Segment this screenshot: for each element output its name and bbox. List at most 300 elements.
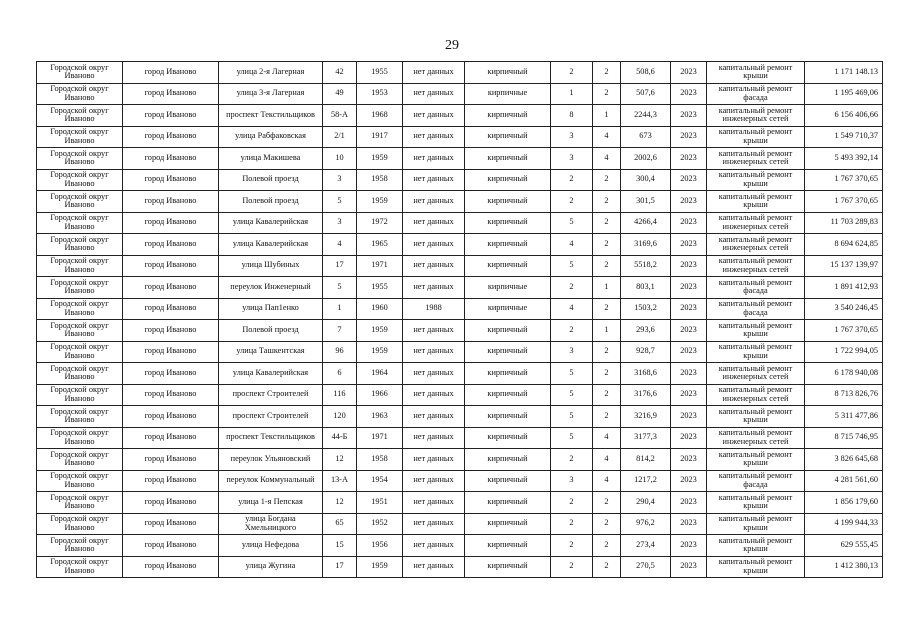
- year-built-cell: 1972: [357, 212, 403, 234]
- area-cell: 2002,6: [621, 148, 671, 170]
- house-number-cell: 120: [323, 406, 357, 428]
- area-cell: 290,4: [621, 492, 671, 514]
- house-number-cell: 5: [323, 277, 357, 299]
- street-cell: улица Шубиных: [219, 255, 323, 277]
- cost-cell: 1 195 469,06: [805, 83, 883, 105]
- floors-cell: 1: [551, 83, 593, 105]
- entrances-cell: 2: [593, 556, 621, 578]
- entrances-cell: 4: [593, 126, 621, 148]
- wall-material-cell: кирпичный: [465, 384, 551, 406]
- repair-year-cell: 2023: [671, 298, 707, 320]
- area-cell: 2244,3: [621, 105, 671, 127]
- house-number-cell: 44-Б: [323, 427, 357, 449]
- municipality-cell: Городской округ Иваново: [37, 105, 123, 127]
- year-built-cell: 1959: [357, 341, 403, 363]
- work-type-cell: капитальный ремонт крыши: [707, 341, 805, 363]
- area-cell: 928,7: [621, 341, 671, 363]
- wall-material-cell: кирпичный: [465, 406, 551, 428]
- floors-cell: 5: [551, 427, 593, 449]
- settlement-cell: город Иваново: [123, 320, 219, 342]
- street-cell: проспект Строителей: [219, 406, 323, 428]
- entrances-cell: 4: [593, 148, 621, 170]
- wall-material-cell: кирпичный: [465, 556, 551, 578]
- cost-cell: 629 555,45: [805, 535, 883, 557]
- floors-cell: 2: [551, 169, 593, 191]
- cost-cell: 1 767 370,65: [805, 320, 883, 342]
- street-cell: улица Пап1енко: [219, 298, 323, 320]
- year-built-cell: 1968: [357, 105, 403, 127]
- year-reconstructed-cell: нет данных: [403, 363, 465, 385]
- table-row: [37, 513, 883, 535]
- settlement-cell: город Иваново: [123, 470, 219, 492]
- municipality-cell: Городской округ Иваново: [37, 341, 123, 363]
- year-built-cell: 1951: [357, 492, 403, 514]
- work-type-cell: капитальный ремонт крыши: [707, 535, 805, 557]
- wall-material-cell: кирпичный: [465, 148, 551, 170]
- wall-material-cell: кирпичный: [465, 363, 551, 385]
- wall-material-cell: кирпичный: [465, 191, 551, 213]
- table-row: [37, 363, 883, 385]
- year-reconstructed-cell: нет данных: [403, 234, 465, 256]
- work-type-cell: капитальный ремонт крыши: [707, 492, 805, 514]
- settlement-cell: город Иваново: [123, 234, 219, 256]
- municipality-cell: Городской округ Иваново: [37, 191, 123, 213]
- municipality-cell: Городской округ Иваново: [37, 255, 123, 277]
- entrances-cell: 2: [593, 255, 621, 277]
- table-row: [37, 169, 883, 191]
- wall-material-cell: кирпичный: [465, 341, 551, 363]
- municipality-cell: Городской округ Иваново: [37, 298, 123, 320]
- municipality-cell: Городской округ Иваново: [37, 212, 123, 234]
- street-cell: улица Рабфаковская: [219, 126, 323, 148]
- wall-material-cell: кирпичный: [465, 169, 551, 191]
- entrances-cell: 2: [593, 363, 621, 385]
- settlement-cell: город Иваново: [123, 212, 219, 234]
- entrances-cell: 2: [593, 341, 621, 363]
- repair-year-cell: 2023: [671, 492, 707, 514]
- repair-year-cell: 2023: [671, 449, 707, 471]
- floors-cell: 5: [551, 363, 593, 385]
- house-number-cell: 12: [323, 492, 357, 514]
- street-cell: проспект Текстильщиков: [219, 427, 323, 449]
- work-type-cell: капитальный ремонт крыши: [707, 320, 805, 342]
- entrances-cell: 2: [593, 212, 621, 234]
- floors-cell: 5: [551, 384, 593, 406]
- area-cell: 3169,6: [621, 234, 671, 256]
- repair-year-cell: 2023: [671, 105, 707, 127]
- settlement-cell: город Иваново: [123, 406, 219, 428]
- repair-year-cell: 2023: [671, 126, 707, 148]
- street-cell: улица 2-я Лагерная: [219, 62, 323, 84]
- cost-cell: 1 891 412,93: [805, 277, 883, 299]
- municipality-cell: Городской округ Иваново: [37, 363, 123, 385]
- cost-cell: 1 767 370,65: [805, 169, 883, 191]
- area-cell: 4266,4: [621, 212, 671, 234]
- repair-year-cell: 2023: [671, 212, 707, 234]
- settlement-cell: город Иваново: [123, 169, 219, 191]
- wall-material-cell: кирпичный: [465, 535, 551, 557]
- repair-year-cell: 2023: [671, 341, 707, 363]
- year-reconstructed-cell: нет данных: [403, 341, 465, 363]
- table-row: [37, 449, 883, 471]
- year-built-cell: 1959: [357, 191, 403, 213]
- settlement-cell: город Иваново: [123, 148, 219, 170]
- year-built-cell: 1955: [357, 277, 403, 299]
- area-cell: 301,5: [621, 191, 671, 213]
- repair-year-cell: 2023: [671, 513, 707, 535]
- settlement-cell: город Иваново: [123, 298, 219, 320]
- cost-cell: 8 713 826,76: [805, 384, 883, 406]
- work-type-cell: капитальный ремонт крыши: [707, 191, 805, 213]
- wall-material-cell: кирпичные: [465, 83, 551, 105]
- house-number-cell: 10: [323, 148, 357, 170]
- municipality-cell: Городской округ Иваново: [37, 62, 123, 84]
- cost-cell: 15 137 139,97: [805, 255, 883, 277]
- table-row: [37, 384, 883, 406]
- municipality-cell: Городской округ Иваново: [37, 492, 123, 514]
- street-cell: улица Кавалерийская: [219, 212, 323, 234]
- settlement-cell: город Иваново: [123, 255, 219, 277]
- entrances-cell: 2: [593, 62, 621, 84]
- municipality-cell: Городской округ Иваново: [37, 384, 123, 406]
- repair-year-cell: 2023: [671, 470, 707, 492]
- cost-cell: 1 412 380,13: [805, 556, 883, 578]
- street-cell: улица Ташкентская: [219, 341, 323, 363]
- floors-cell: 3: [551, 341, 593, 363]
- work-type-cell: капитальный ремонт инженерных сетей: [707, 427, 805, 449]
- street-cell: переулок Ульяновский: [219, 449, 323, 471]
- work-type-cell: капитальный ремонт крыши: [707, 169, 805, 191]
- house-number-cell: 12: [323, 449, 357, 471]
- wall-material-cell: кирпичный: [465, 449, 551, 471]
- repair-year-cell: 2023: [671, 277, 707, 299]
- table-row: [37, 126, 883, 148]
- area-cell: 507,6: [621, 83, 671, 105]
- work-type-cell: капитальный ремонт крыши: [707, 406, 805, 428]
- street-cell: переулок Инженерный: [219, 277, 323, 299]
- year-reconstructed-cell: нет данных: [403, 556, 465, 578]
- street-cell: проспект Строителей: [219, 384, 323, 406]
- work-type-cell: капитальный ремонт крыши: [707, 556, 805, 578]
- floors-cell: 5: [551, 406, 593, 428]
- repair-year-cell: 2023: [671, 384, 707, 406]
- table-row: [37, 492, 883, 514]
- table-row: [37, 320, 883, 342]
- table-row: [37, 406, 883, 428]
- page-number: 29: [445, 38, 459, 53]
- area-cell: 673: [621, 126, 671, 148]
- entrances-cell: 2: [593, 191, 621, 213]
- entrances-cell: 2: [593, 83, 621, 105]
- work-type-cell: капитальный ремонт инженерных сетей: [707, 105, 805, 127]
- wall-material-cell: кирпичные: [465, 298, 551, 320]
- table-row: [37, 535, 883, 557]
- floors-cell: 4: [551, 298, 593, 320]
- table-body: [37, 62, 883, 578]
- work-type-cell: капитальный ремонт инженерных сетей: [707, 148, 805, 170]
- settlement-cell: город Иваново: [123, 83, 219, 105]
- floors-cell: 3: [551, 470, 593, 492]
- table-row: [37, 298, 883, 320]
- municipality-cell: Городской округ Иваново: [37, 406, 123, 428]
- year-reconstructed-cell: нет данных: [403, 169, 465, 191]
- year-reconstructed-cell: нет данных: [403, 148, 465, 170]
- house-number-cell: 58-А: [323, 105, 357, 127]
- year-reconstructed-cell: нет данных: [403, 513, 465, 535]
- area-cell: 1503,2: [621, 298, 671, 320]
- table-row: [37, 148, 883, 170]
- street-cell: Полевой проезд: [219, 169, 323, 191]
- street-cell: улица 3-я Лагерная: [219, 83, 323, 105]
- settlement-cell: город Иваново: [123, 341, 219, 363]
- year-reconstructed-cell: нет данных: [403, 255, 465, 277]
- year-reconstructed-cell: нет данных: [403, 492, 465, 514]
- municipality-cell: Городской округ Иваново: [37, 277, 123, 299]
- floors-cell: 2: [551, 191, 593, 213]
- year-built-cell: 1971: [357, 255, 403, 277]
- repair-year-cell: 2023: [671, 234, 707, 256]
- year-built-cell: 1954: [357, 470, 403, 492]
- year-built-cell: 1955: [357, 62, 403, 84]
- settlement-cell: город Иваново: [123, 427, 219, 449]
- settlement-cell: город Иваново: [123, 535, 219, 557]
- settlement-cell: город Иваново: [123, 62, 219, 84]
- floors-cell: 2: [551, 556, 593, 578]
- year-built-cell: 1917: [357, 126, 403, 148]
- year-reconstructed-cell: нет данных: [403, 277, 465, 299]
- house-number-cell: 42: [323, 62, 357, 84]
- street-cell: улица Кавалерийская: [219, 234, 323, 256]
- entrances-cell: 4: [593, 449, 621, 471]
- municipality-cell: Городской округ Иваново: [37, 126, 123, 148]
- municipality-cell: Городской округ Иваново: [37, 470, 123, 492]
- area-cell: 976,2: [621, 513, 671, 535]
- area-cell: 270,5: [621, 556, 671, 578]
- year-built-cell: 1958: [357, 169, 403, 191]
- wall-material-cell: кирпичный: [465, 320, 551, 342]
- table-row: [37, 255, 883, 277]
- year-built-cell: 1956: [357, 535, 403, 557]
- repair-year-cell: 2023: [671, 62, 707, 84]
- year-reconstructed-cell: нет данных: [403, 126, 465, 148]
- year-reconstructed-cell: нет данных: [403, 191, 465, 213]
- wall-material-cell: кирпичный: [465, 255, 551, 277]
- settlement-cell: город Иваново: [123, 191, 219, 213]
- year-built-cell: 1959: [357, 148, 403, 170]
- year-reconstructed-cell: нет данных: [403, 406, 465, 428]
- street-cell: проспект Текстильщиков: [219, 105, 323, 127]
- work-type-cell: капитальный ремонт инженерных сетей: [707, 384, 805, 406]
- year-reconstructed-cell: нет данных: [403, 535, 465, 557]
- work-type-cell: капитальный ремонт инженерных сетей: [707, 234, 805, 256]
- wall-material-cell: кирпичный: [465, 427, 551, 449]
- area-cell: 3216,9: [621, 406, 671, 428]
- floors-cell: 2: [551, 320, 593, 342]
- year-built-cell: 1963: [357, 406, 403, 428]
- settlement-cell: город Иваново: [123, 513, 219, 535]
- cost-cell: 1 549 710,37: [805, 126, 883, 148]
- area-cell: 5518,2: [621, 255, 671, 277]
- area-cell: 3168,6: [621, 363, 671, 385]
- repair-year-cell: 2023: [671, 320, 707, 342]
- year-built-cell: 1958: [357, 449, 403, 471]
- table-row: [37, 62, 883, 84]
- municipality-cell: Городской округ Иваново: [37, 320, 123, 342]
- floors-cell: 4: [551, 234, 593, 256]
- work-type-cell: капитальный ремонт инженерных сетей: [707, 255, 805, 277]
- municipality-cell: Городской округ Иваново: [37, 427, 123, 449]
- work-type-cell: капитальный ремонт крыши: [707, 126, 805, 148]
- year-reconstructed-cell: нет данных: [403, 384, 465, 406]
- street-cell: улица Макишева: [219, 148, 323, 170]
- house-number-cell: 17: [323, 556, 357, 578]
- house-number-cell: 49: [323, 83, 357, 105]
- entrances-cell: 2: [593, 492, 621, 514]
- floors-cell: 2: [551, 277, 593, 299]
- municipality-cell: Городской округ Иваново: [37, 513, 123, 535]
- year-reconstructed-cell: нет данных: [403, 449, 465, 471]
- street-cell: улица Богдана Хмельницкого: [219, 513, 323, 535]
- area-cell: 3176,6: [621, 384, 671, 406]
- repair-year-cell: 2023: [671, 556, 707, 578]
- year-built-cell: 1971: [357, 427, 403, 449]
- municipality-cell: Городской округ Иваново: [37, 148, 123, 170]
- house-number-cell: 3: [323, 212, 357, 234]
- street-cell: Полевой проезд: [219, 320, 323, 342]
- year-built-cell: 1953: [357, 83, 403, 105]
- municipality-cell: Городской округ Иваново: [37, 234, 123, 256]
- floors-cell: 2: [551, 513, 593, 535]
- settlement-cell: город Иваново: [123, 126, 219, 148]
- table-row: [37, 470, 883, 492]
- house-number-cell: 15: [323, 535, 357, 557]
- entrances-cell: 2: [593, 298, 621, 320]
- cost-cell: 4 281 561,60: [805, 470, 883, 492]
- table-row: [37, 212, 883, 234]
- year-built-cell: 1964: [357, 363, 403, 385]
- work-type-cell: капитальный ремонт фасада: [707, 298, 805, 320]
- entrances-cell: 2: [593, 535, 621, 557]
- floors-cell: 2: [551, 535, 593, 557]
- street-cell: улица Кавалерийская: [219, 363, 323, 385]
- entrances-cell: 4: [593, 470, 621, 492]
- settlement-cell: город Иваново: [123, 556, 219, 578]
- floors-cell: 5: [551, 255, 593, 277]
- house-number-cell: 96: [323, 341, 357, 363]
- wall-material-cell: кирпичный: [465, 126, 551, 148]
- cost-cell: 3 540 246,45: [805, 298, 883, 320]
- entrances-cell: 2: [593, 406, 621, 428]
- cost-cell: 5 493 392,14: [805, 148, 883, 170]
- settlement-cell: город Иваново: [123, 363, 219, 385]
- entrances-cell: 4: [593, 427, 621, 449]
- work-type-cell: капитальный ремонт фасада: [707, 277, 805, 299]
- table-row: [37, 234, 883, 256]
- wall-material-cell: кирпичный: [465, 212, 551, 234]
- municipality-cell: Городской округ Иваново: [37, 169, 123, 191]
- settlement-cell: город Иваново: [123, 277, 219, 299]
- year-reconstructed-cell: нет данных: [403, 320, 465, 342]
- cost-cell: 6 178 940,08: [805, 363, 883, 385]
- entrances-cell: 1: [593, 277, 621, 299]
- repair-year-cell: 2023: [671, 148, 707, 170]
- house-number-cell: 6: [323, 363, 357, 385]
- entrances-cell: 2: [593, 513, 621, 535]
- settlement-cell: город Иваново: [123, 449, 219, 471]
- house-number-cell: 1: [323, 298, 357, 320]
- house-number-cell: 13-А: [323, 470, 357, 492]
- table-row: [37, 556, 883, 578]
- entrances-cell: 1: [593, 105, 621, 127]
- street-cell: улица Жугина: [219, 556, 323, 578]
- work-type-cell: капитальный ремонт фасада: [707, 470, 805, 492]
- entrances-cell: 1: [593, 320, 621, 342]
- area-cell: 508,6: [621, 62, 671, 84]
- entrances-cell: 2: [593, 234, 621, 256]
- house-number-cell: 17: [323, 255, 357, 277]
- repair-year-cell: 2023: [671, 406, 707, 428]
- settlement-cell: город Иваново: [123, 384, 219, 406]
- wall-material-cell: кирпичный: [465, 470, 551, 492]
- year-built-cell: 1959: [357, 320, 403, 342]
- year-reconstructed-cell: нет данных: [403, 105, 465, 127]
- wall-material-cell: кирпичный: [465, 513, 551, 535]
- floors-cell: 5: [551, 212, 593, 234]
- year-built-cell: 1965: [357, 234, 403, 256]
- cost-cell: 6 156 406,66: [805, 105, 883, 127]
- wall-material-cell: кирпичный: [465, 492, 551, 514]
- area-cell: 803,1: [621, 277, 671, 299]
- table-row: [37, 427, 883, 449]
- house-number-cell: 5: [323, 191, 357, 213]
- cost-cell: 11 703 289,83: [805, 212, 883, 234]
- work-type-cell: капитальный ремонт крыши: [707, 513, 805, 535]
- house-number-cell: 7: [323, 320, 357, 342]
- year-built-cell: 1960: [357, 298, 403, 320]
- cost-cell: 1 171 148.13: [805, 62, 883, 84]
- table-row: [37, 105, 883, 127]
- street-cell: переулок Коммунальный: [219, 470, 323, 492]
- wall-material-cell: кирпичный: [465, 62, 551, 84]
- wall-material-cell: кирпичный: [465, 105, 551, 127]
- wall-material-cell: кирпичный: [465, 234, 551, 256]
- repair-year-cell: 2023: [671, 535, 707, 557]
- work-type-cell: капитальный ремонт инженерных сетей: [707, 363, 805, 385]
- floors-cell: 8: [551, 105, 593, 127]
- work-type-cell: капитальный ремонт инженерных сетей: [707, 212, 805, 234]
- cost-cell: 8 694 624,85: [805, 234, 883, 256]
- floors-cell: 2: [551, 492, 593, 514]
- repair-year-cell: 2023: [671, 427, 707, 449]
- area-cell: 273,4: [621, 535, 671, 557]
- repair-year-cell: 2023: [671, 363, 707, 385]
- cost-cell: 5 311 477,86: [805, 406, 883, 428]
- cost-cell: 1 722 994,05: [805, 341, 883, 363]
- work-type-cell: капитальный ремонт крыши: [707, 62, 805, 84]
- floors-cell: 2: [551, 62, 593, 84]
- entrances-cell: 2: [593, 169, 621, 191]
- area-cell: 293,6: [621, 320, 671, 342]
- table-row: [37, 277, 883, 299]
- year-reconstructed-cell: нет данных: [403, 62, 465, 84]
- repair-year-cell: 2023: [671, 83, 707, 105]
- repair-year-cell: 2023: [671, 255, 707, 277]
- year-built-cell: 1966: [357, 384, 403, 406]
- floors-cell: 2: [551, 449, 593, 471]
- year-reconstructed-cell: 1988: [403, 298, 465, 320]
- area-cell: 300,4: [621, 169, 671, 191]
- area-cell: 814,2: [621, 449, 671, 471]
